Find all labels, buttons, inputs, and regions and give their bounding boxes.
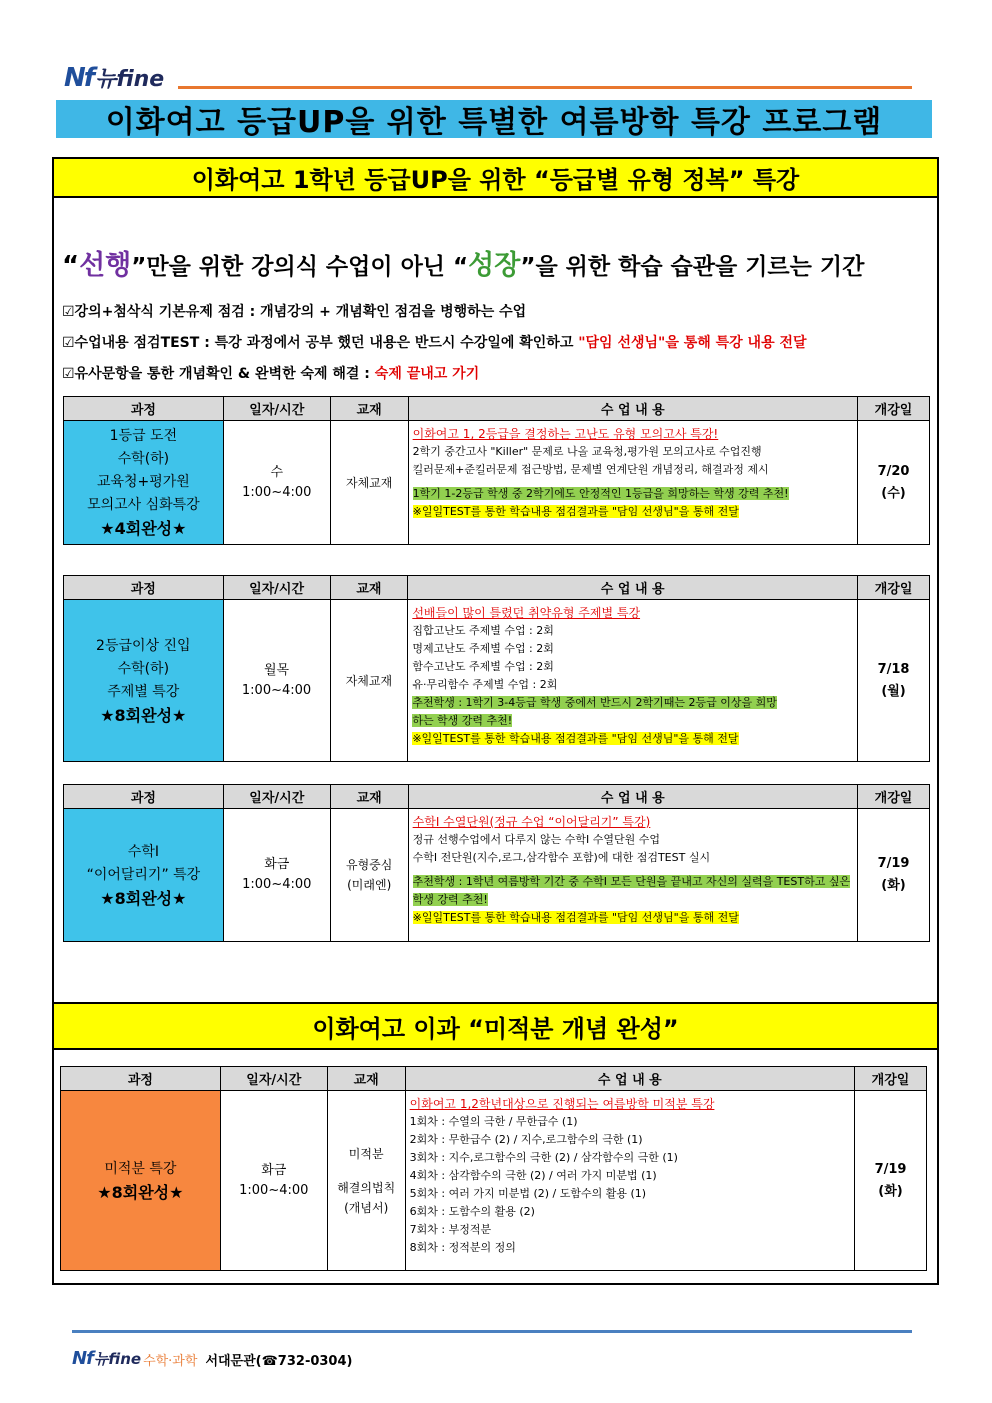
headline-quote: “ — [62, 251, 80, 281]
header-date: 개강일 — [858, 785, 930, 809]
header-course: 과정 — [64, 576, 224, 600]
check-item — [62, 363, 479, 383]
course-line: 2등급이상 진입 — [96, 637, 191, 654]
start-day: (화) — [881, 878, 906, 893]
session-line: 3회차 : 지수,로그함수의 극한 (2) / 삼각함수의 극한 (1) — [409, 1151, 678, 1164]
session-line: 2회차 : 무한급수 (2) / 지수,로그함수의 극한 (1) — [409, 1133, 643, 1146]
table-header-row — [64, 785, 930, 809]
header-date: 개강일 — [855, 1067, 927, 1091]
content-line: 2학기 중간고사 "Killer" 문제로 나올 교육청,평가원 모의고사로 수업진행 — [412, 445, 762, 458]
table-header-row — [61, 1067, 927, 1091]
book-cell — [327, 1091, 405, 1271]
course-table-4 — [60, 1066, 927, 1271]
class-days: 화금 — [264, 857, 290, 872]
header-date: 개강일 — [858, 576, 930, 600]
check-item — [62, 301, 526, 321]
header-book: 교재 — [327, 1067, 405, 1091]
recommendation: 추천학생 : 1학기 3-4등급 학생 중에서 반드시 2학기때는 2등급 이상을 희망하는 학생 강력 추천! — [412, 696, 777, 727]
class-time: 1:00~4:00 — [241, 682, 312, 698]
start-date: 7/18 — [877, 661, 910, 677]
textbook: 자체교재 — [345, 673, 393, 688]
table-row — [64, 421, 930, 545]
content-title: 이화여고 1,2학년대상으로 진행되는 여름방학 미적분 특강 — [409, 1097, 715, 1111]
header-time: 일자/시간 — [223, 576, 330, 600]
class-time: 1:00~4:00 — [239, 1182, 309, 1198]
course-line: 수학Ⅰ — [127, 843, 159, 860]
test-note: ※일일TEST를 통한 학습내용 점검결과를 "담임 선생님"을 통해 전달 — [412, 732, 739, 745]
check-text: ☑유사문항을 통한 개념확인 & 완벽한 숙제 해결 : — [62, 366, 375, 382]
content-cell — [408, 421, 857, 545]
headline-mid: ”만을 위한 강의식 수업이 아닌 “ — [131, 254, 469, 280]
class-days: 화금 — [261, 1162, 287, 1178]
content-title: 수학Ⅰ 수열단원(정규 수업 “이어달리기” 특강) — [412, 815, 651, 829]
section1-headline — [62, 243, 918, 282]
course-table-2 — [63, 575, 930, 762]
textbook-publisher: (미래엔) — [347, 878, 392, 892]
content-line: 수학Ⅰ 전단원(지수,로그,삼각함수 포함)에 대한 점검TEST 실시 — [412, 851, 711, 864]
start-date: 7/19 — [874, 1161, 907, 1177]
footer-brand: 뉴fine — [93, 1350, 142, 1368]
content-line: 집합고난도 주제별 수업 : 2회 — [412, 624, 554, 637]
class-days: 수 — [270, 464, 284, 480]
check-text: ☑수업내용 점검TEST : 특강 과정에서 공부 했던 내용은 반드시 수강일에 확인하고 — [62, 335, 579, 351]
course-sessions: ★4회완성★ — [100, 519, 187, 538]
course-line: 주제별 특강 — [107, 683, 180, 700]
headline-word-growth: 성장 — [468, 250, 521, 281]
start-day: (수) — [881, 485, 906, 501]
test-note: ※일일TEST를 통한 학습내용 점검결과를 "담임 선생님"을 통해 전달 — [412, 911, 739, 924]
content-title: 선배들이 많이 틀렸던 취약유형 주제별 특강 — [412, 606, 641, 620]
course-line: 수학(하) — [117, 660, 170, 677]
start-date: 7/19 — [877, 856, 910, 871]
header-course: 과정 — [61, 1067, 221, 1091]
content-line: 정규 선행수업에서 다루지 않는 수학Ⅰ 수열단원 수업 — [412, 833, 661, 846]
session-line: 6회차 : 도함수의 활용 (2) — [409, 1205, 535, 1218]
textbook: 유형중심 — [346, 858, 393, 872]
header-book: 교재 — [330, 397, 408, 421]
course-table-3 — [63, 784, 930, 942]
header-book: 교재 — [330, 576, 408, 600]
header-course: 과정 — [64, 397, 224, 421]
session-line: 4회차 : 삼각함수의 극한 (2) / 여러 가지 미분법 (1) — [409, 1169, 657, 1182]
textbook-subject: 미적분 — [348, 1146, 384, 1161]
content-title: 이화여고 1, 2등급을 결정하는 고난도 유형 모의고사 특강! — [412, 427, 719, 441]
course-line: 수학(하) — [117, 451, 170, 467]
section1-band: 이화여고 1학년 등급UP을 위한 “등급별 유형 정복” 특강 — [54, 159, 937, 198]
header-content: 수 업 내 용 — [408, 397, 857, 421]
footer-subjects: 수학·과학 — [143, 1354, 198, 1369]
header-book: 교재 — [330, 785, 408, 809]
recommendation: 추천학생 : 1학년 여름방학 기간 중 수학Ⅰ 모든 단원을 끝내고 자신의 실력을 TEST하고 싶은 학생 강력 추천! — [412, 875, 851, 906]
recommendation: 1학기 1-2등급 학생 중 2학기에도 안정적인 1등급을 희망하는 학생 강력 추천! — [412, 487, 789, 500]
book-cell — [330, 600, 408, 762]
time-cell — [223, 600, 330, 762]
start-day: (월) — [881, 683, 906, 699]
content-cell — [408, 809, 857, 942]
header-time: 일자/시간 — [223, 397, 330, 421]
course-line: 교육청+평가원 — [96, 474, 190, 490]
start-date: 7/20 — [877, 463, 910, 479]
textbook-type: (개념서) — [344, 1200, 389, 1215]
logo-mark: Nf — [64, 63, 94, 93]
content-cell — [405, 1091, 854, 1271]
course-line: 미적분 특강 — [104, 1160, 177, 1177]
course-line: “이어달리기” 특강 — [86, 866, 201, 883]
course-line: 1등급 도전 — [109, 428, 178, 444]
header-course: 과정 — [64, 785, 224, 809]
date-cell — [858, 421, 930, 545]
page-title-bar — [56, 100, 932, 138]
section2-band: 이화여고 이과 “미적분 개념 완성” — [54, 1002, 937, 1050]
page-title: 이화여고 등급UP을 위한 특별한 여름방학 특강 프로그램 — [105, 105, 883, 140]
course-cell — [64, 421, 224, 545]
course-cell — [64, 600, 224, 762]
course-sessions: ★8회완성★ — [97, 1182, 184, 1202]
time-cell — [223, 421, 330, 545]
table-row — [64, 600, 930, 762]
check-red-text: "담임 선생님"을 통해 특강 내용 전달 — [578, 335, 807, 351]
header-divider — [178, 86, 912, 89]
footer — [72, 1348, 352, 1369]
book-cell — [330, 809, 408, 942]
class-days: 월목 — [263, 662, 290, 678]
course-table-1 — [63, 396, 930, 545]
table-row — [64, 809, 930, 942]
footer-location: 서대문관(☎732-0304) — [205, 1354, 353, 1369]
check-text: ☑강의+첨삭식 기본유제 점검 : 개념강의 + 개념확인 점검을 병행하는 수업 — [62, 304, 527, 320]
class-time: 1:00~4:00 — [242, 484, 312, 500]
table-header-row — [64, 576, 930, 600]
footer-divider — [72, 1330, 912, 1333]
footer-logo-mark: Nf — [72, 1348, 93, 1369]
session-line: 1회차 : 수열의 극한 / 무한급수 (1) — [409, 1115, 578, 1128]
header-date: 개강일 — [858, 397, 930, 421]
header-time: 일자/시간 — [220, 1067, 327, 1091]
header-content: 수 업 내 용 — [408, 785, 857, 809]
header-content: 수 업 내 용 — [405, 1067, 854, 1091]
brand-logo — [64, 62, 164, 93]
session-line: 5회차 : 여러 가지 미분법 (2) / 도함수의 활용 (1) — [409, 1187, 647, 1200]
content-cell — [408, 600, 858, 762]
logo-brand: 뉴fine — [95, 67, 165, 92]
session-line: 8회차 : 정적분의 정의 — [409, 1241, 516, 1254]
class-time: 1:00~4:00 — [242, 877, 312, 892]
table-row — [61, 1091, 927, 1271]
course-sessions: ★8회완성★ — [100, 705, 187, 725]
course-cell — [61, 1091, 221, 1271]
course-cell — [64, 809, 224, 942]
time-cell — [223, 809, 330, 942]
course-line: 모의고사 심화특강 — [87, 497, 200, 513]
start-day: (화) — [878, 1183, 903, 1199]
content-line: 킬러문제+준킬러문제 접근방법, 문제별 연계단원 개념정리, 해결과정 제시 — [412, 463, 769, 476]
header-time: 일자/시간 — [223, 785, 330, 809]
content-frame — [52, 157, 939, 1285]
test-note: ※일일TEST를 통한 학습내용 점검결과를 "담임 선생님"을 통해 전달 — [412, 505, 739, 518]
date-cell — [858, 809, 930, 942]
content-line: 명제고난도 주제별 수업 : 2회 — [412, 642, 554, 655]
date-cell — [855, 1091, 927, 1271]
header-content: 수 업 내 용 — [408, 576, 858, 600]
check-red-text: 숙제 끝내고 가기 — [374, 366, 480, 382]
session-line: 7회차 : 부정적분 — [409, 1223, 492, 1236]
headline-word-advance: 선행 — [79, 250, 132, 281]
table-header-row — [64, 397, 930, 421]
book-cell — [330, 421, 408, 545]
content-line: 유·무리함수 주제별 수업 : 2회 — [412, 678, 558, 691]
time-cell — [220, 1091, 327, 1271]
date-cell — [858, 600, 930, 762]
course-sessions: ★8회완성★ — [100, 888, 187, 908]
textbook: 해결의법칙 — [337, 1180, 396, 1195]
textbook: 자체교재 — [345, 475, 393, 490]
headline-end: ”을 위한 학습 습관을 기르는 기간 — [520, 254, 865, 280]
content-line: 함수고난도 주제별 수업 : 2회 — [412, 660, 554, 673]
check-item — [62, 332, 807, 352]
